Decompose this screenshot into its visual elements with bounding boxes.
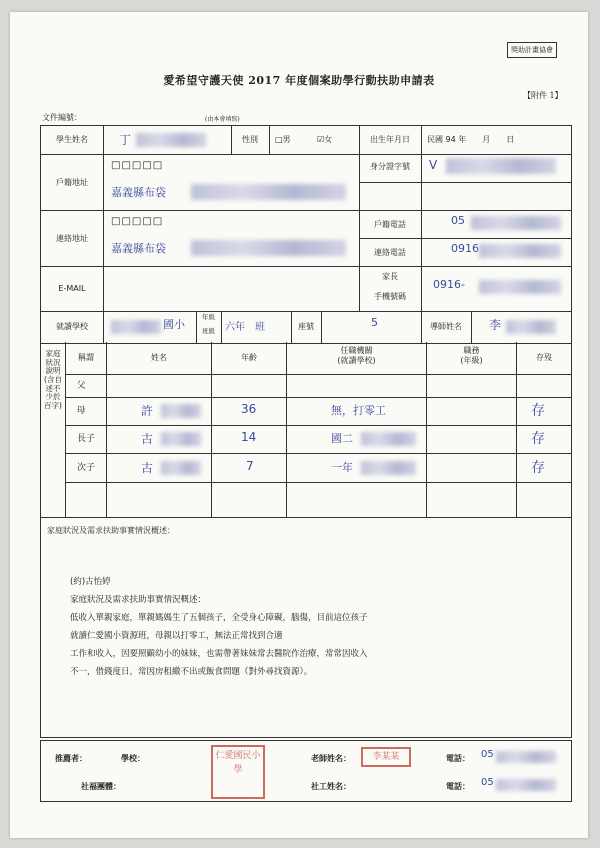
- family-header-relation: 稱謂: [78, 353, 94, 362]
- contact-phone-label: 連絡電話: [374, 248, 406, 257]
- home-mobile-label-2: 手機號碼: [374, 292, 406, 301]
- contact-phone-value: 0916: [451, 242, 479, 255]
- school-label: 就讀學校: [56, 322, 88, 331]
- redaction-blur: [506, 320, 556, 334]
- home-mobile-label-1: 家長: [382, 272, 398, 281]
- family-row-name: 古: [141, 461, 154, 475]
- teacher-seal-stamp: 李某某: [361, 747, 411, 767]
- birth-value: 民國 94 年 月 日: [427, 135, 515, 144]
- redaction-blur: [161, 432, 201, 446]
- phone2-value: 05: [481, 777, 494, 788]
- grade-label-2: 班級: [202, 327, 215, 335]
- signature-section: [40, 740, 572, 802]
- description-heading: 家庭狀況及需求扶助事實情況概述：: [47, 526, 175, 535]
- postal-boxes-2: □□□□□: [111, 216, 164, 227]
- annex-label: 【附件 1】: [523, 91, 563, 100]
- redaction-blur: [161, 404, 201, 418]
- postal-boxes: □□□□□: [111, 160, 164, 171]
- family-row-relation: 父: [76, 381, 86, 391]
- contact-address-label: 連絡地址: [56, 234, 88, 243]
- teacher-value: 李: [489, 318, 502, 332]
- family-row-age: 7: [246, 459, 254, 473]
- doc-no-label: 文件編號：: [42, 113, 82, 122]
- redaction-blur: [471, 216, 561, 230]
- redaction-blur: [361, 461, 416, 475]
- org-label: 社福團體：: [81, 782, 121, 791]
- family-side-label: 家庭狀況說明(含自述不少於百字): [44, 349, 62, 410]
- redaction-blur: [446, 158, 556, 174]
- gender-label: 性別: [242, 135, 258, 144]
- redaction-blur: [191, 240, 346, 256]
- gender-male-checkbox: □男: [275, 135, 291, 144]
- grade-value: 六年 班: [225, 322, 265, 333]
- family-header-name: 姓名: [151, 353, 167, 362]
- recommender-label: 推薦者：: [55, 754, 87, 763]
- family-row-status: 存: [531, 403, 545, 419]
- contact-address-value: 嘉義縣布袋: [111, 242, 166, 255]
- phone-value: 05: [481, 749, 494, 760]
- description-line: 低收入單親家庭，單親媽媽生了五個孩子，全受身心障礙，腦傷，目前這位孩子: [70, 613, 368, 623]
- redaction-blur: [136, 133, 206, 147]
- teacher-label: 導師姓名: [430, 322, 462, 331]
- description-line: 工作和收入，因要照顧幼小的妹妹，也需帶著妹妹常去醫院作治療，常常因收入: [70, 649, 368, 659]
- doc-no-note: (由本會填寫): [205, 116, 240, 123]
- family-row-name: 古: [141, 432, 154, 446]
- id-label: 身分證字號: [370, 162, 410, 171]
- phone-label: 電話：: [446, 754, 470, 763]
- family-header-age: 年齡: [241, 353, 257, 362]
- student-name-value: 丁: [119, 133, 132, 147]
- home-mobile-value: 0916-: [433, 278, 465, 291]
- family-header-status: 存歿: [536, 353, 552, 362]
- school-seal-stamp: 仁愛國民小學: [211, 745, 265, 799]
- phone2-label: 電話：: [446, 782, 470, 791]
- redaction-blur: [479, 280, 561, 294]
- family-table: [40, 342, 572, 518]
- student-info-table: [40, 125, 572, 344]
- teacher-sign-label: 老師姓名：: [311, 754, 351, 763]
- form-title: 愛希望守護天使 2017 年度個案助學行動扶助申請表: [163, 74, 435, 87]
- family-header-org: 任職機關 (就讀學校): [337, 346, 376, 365]
- school-sign-label: 學校：: [121, 754, 145, 763]
- description-sub-heading: 家庭狀況及需求扶助事實情況概述：: [70, 595, 207, 605]
- family-row-status: 存: [531, 431, 545, 447]
- family-row-relation: 次子: [76, 463, 95, 473]
- family-row-org: 無，打零工: [331, 404, 386, 417]
- family-row-org: 一年: [331, 461, 353, 474]
- header-stamp-box: 獎助計畫協會: [507, 42, 557, 58]
- family-description-section: [40, 517, 572, 738]
- family-row-age: 36: [241, 402, 257, 416]
- redaction-blur: [496, 779, 556, 791]
- redaction-blur: [111, 320, 161, 334]
- household-address-label: 戶籍地址: [56, 178, 88, 187]
- form-sheet: [10, 12, 588, 838]
- redaction-blur: [161, 461, 201, 475]
- grade-label-1: 年級: [202, 313, 215, 321]
- birth-label: 出生年月日: [370, 135, 410, 144]
- school-value: 國小: [163, 318, 185, 331]
- email-label: E-MAIL: [58, 284, 86, 293]
- seat-value: 5: [371, 316, 378, 329]
- redaction-blur: [191, 184, 346, 200]
- family-row-relation: 長子: [76, 434, 95, 444]
- family-row-status: 存: [531, 460, 545, 476]
- description-line: 就讀仁愛國小資源班，母親以打零工，無法正常找到合適: [70, 631, 283, 641]
- student-name-label: 學生姓名: [56, 135, 88, 144]
- id-value: V: [429, 158, 438, 172]
- family-row-age: 14: [241, 430, 257, 444]
- household-phone-label: 戶籍電話: [374, 220, 406, 229]
- social-worker-label: 社工姓名：: [311, 782, 351, 791]
- family-row-org: 國二: [331, 432, 353, 445]
- description-line: 不一，借錢度日，常因房租繳不出或飯食問題（對外尋找資源）。: [70, 667, 313, 677]
- seat-label: 座號: [298, 322, 314, 331]
- household-address-value: 嘉義縣布袋: [111, 186, 166, 199]
- redaction-blur: [496, 751, 556, 763]
- family-header-job: 職務 (年級): [460, 346, 483, 365]
- gender-female-checkbox: ☑女: [317, 135, 333, 144]
- household-phone-value: 05: [451, 214, 465, 227]
- description-name-line: (約)古怡婷: [70, 577, 111, 587]
- redaction-blur: [479, 244, 561, 258]
- family-row-relation: 母: [76, 406, 86, 416]
- redaction-blur: [361, 432, 416, 446]
- family-row-name: 許: [141, 404, 154, 418]
